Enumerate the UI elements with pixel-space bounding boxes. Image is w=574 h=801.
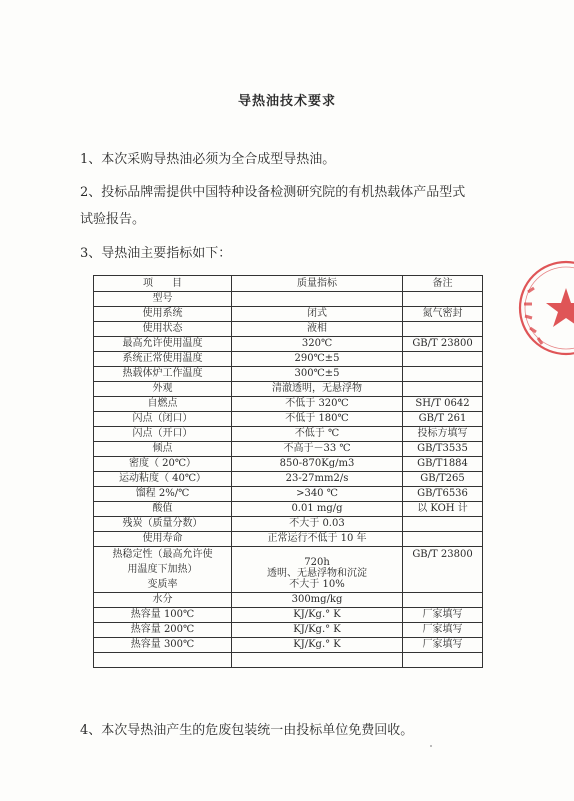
- cell-item: 最高允许使用温度: [94, 337, 232, 352]
- spec-table: [93, 275, 483, 668]
- cell-note: SH/T 0642: [403, 397, 483, 412]
- cell-value: 不大于 0.03: [232, 517, 403, 532]
- table-row: [94, 457, 483, 472]
- cell-note: [403, 322, 483, 337]
- cell-value: KJ/Kg.° K: [232, 638, 403, 653]
- cell-item: 型号: [94, 292, 232, 307]
- table-row: [94, 307, 483, 322]
- cell-item: 使用状态: [94, 322, 232, 337]
- cell-value: 不低于 180℃: [232, 412, 403, 427]
- table-row: [94, 653, 483, 668]
- stability-item-line-2: 用温度下加热）: [127, 564, 198, 575]
- cell-value: >340 ℃: [232, 487, 403, 502]
- stability-item-line-3: 变质率: [147, 579, 178, 590]
- cell-item: 热容量 100℃: [94, 608, 232, 623]
- stability-item: [94, 547, 232, 593]
- table-row: [94, 442, 483, 457]
- table-row: [94, 472, 483, 487]
- cell-note: [403, 352, 483, 367]
- cell-item: 密度（ 20℃）: [94, 457, 232, 472]
- scan-speck: [430, 745, 432, 747]
- cell-value: [232, 653, 403, 668]
- stability-value-line-4: 不大于 10%: [289, 579, 345, 590]
- table-row: [94, 292, 483, 307]
- requirement-4: 4、本次导热油产生的危废包装统一由投标单位免费回收。: [80, 723, 414, 738]
- cell-value: [232, 292, 403, 307]
- cell-note: 厂家填写: [403, 608, 483, 623]
- cell-note: GB/T1884: [403, 457, 483, 472]
- cell-note: GB/T265: [403, 472, 483, 487]
- cell-item: [94, 653, 232, 668]
- cell-note: [403, 593, 483, 608]
- stability-row-group: [94, 547, 483, 593]
- table-row: [94, 412, 483, 427]
- cell-value: 23-27mm2/s: [232, 472, 403, 487]
- requirement-2-line-1: 2、投标品牌需提供中国特种设备检测研究院的有机热载体产品型式: [80, 185, 466, 200]
- cell-value: 不低于 ℃: [232, 427, 403, 442]
- cell-note: [403, 532, 483, 547]
- header-note: 备注: [403, 276, 483, 292]
- cell-note: GB/T6536: [403, 487, 483, 502]
- cell-value: 不高于－33 ℃: [232, 442, 403, 457]
- cell-note: GB/T 23800: [403, 337, 483, 352]
- cell-item: 水分: [94, 593, 232, 608]
- table-row: [94, 367, 483, 382]
- cell-item: 热容量 300℃: [94, 638, 232, 653]
- table-row: [94, 502, 483, 517]
- document-title: 导热油技术要求: [237, 94, 336, 109]
- spec-table-header: [94, 276, 483, 292]
- cell-item: 自燃点: [94, 397, 232, 412]
- table-row-stability: [94, 547, 483, 593]
- stability-value-line-2: 720h: [304, 557, 330, 568]
- cell-note: GB/T 261: [403, 412, 483, 427]
- cell-item: 使用系统: [94, 307, 232, 322]
- cell-value: 闭式: [232, 307, 403, 322]
- cell-note: GB/T3535: [403, 442, 483, 457]
- table-row: [94, 593, 483, 608]
- cell-item: 使用寿命: [94, 532, 232, 547]
- stability-item-line-1: 热稳定性（最高允许使: [112, 549, 213, 560]
- spec-rows-after: [94, 593, 483, 668]
- stability-value: [232, 547, 403, 593]
- stability-note: GB/T 23800: [403, 547, 483, 593]
- cell-value: 290℃±5: [232, 352, 403, 367]
- requirement-2-line-2: 试验报告。: [80, 212, 146, 227]
- table-row: [94, 623, 483, 638]
- cell-value: 320℃: [232, 337, 403, 352]
- table-row: [94, 337, 483, 352]
- cell-item: 倾点: [94, 442, 232, 457]
- cell-item: 热载体炉工作温度: [94, 367, 232, 382]
- cell-note: 厂家填写: [403, 638, 483, 653]
- table-row: [94, 487, 483, 502]
- cell-note: 投标方填写: [403, 427, 483, 442]
- requirement-3: 3、导热油主要指标如下：: [80, 246, 232, 261]
- table-row: [94, 382, 483, 397]
- cell-note: [403, 517, 483, 532]
- cell-item: 运动粘度（ 40℃）: [94, 472, 232, 487]
- cell-item: 闪点（闭口）: [94, 412, 232, 427]
- cell-value: 清澈透明，无悬浮物: [232, 382, 403, 397]
- cell-value: KJ/Kg.° K: [232, 623, 403, 638]
- cell-item: 残炭（质量分数）: [94, 517, 232, 532]
- cell-value: 850-870Kg/m3: [232, 457, 403, 472]
- table-row: [94, 352, 483, 367]
- cell-item: 酸值: [94, 502, 232, 517]
- table-row: [94, 608, 483, 623]
- cell-note: [403, 382, 483, 397]
- cell-note: 氮气密封: [403, 307, 483, 322]
- cell-item: 馏程 2%/℃: [94, 487, 232, 502]
- stability-value-line-3: 透明、无悬浮物和沉淀: [267, 568, 367, 579]
- cell-item: 闪点（开口）: [94, 427, 232, 442]
- cell-note: [403, 292, 483, 307]
- cell-value: 0.01 mg/g: [232, 502, 403, 517]
- table-row: [94, 427, 483, 442]
- cell-value: 300mg/kg: [232, 593, 403, 608]
- table-row: [94, 397, 483, 412]
- cell-item: 热容量 200℃: [94, 623, 232, 638]
- cell-value: 300℃±5: [232, 367, 403, 382]
- table-row: [94, 638, 483, 653]
- cell-value: KJ/Kg.° K: [232, 608, 403, 623]
- cell-note: [403, 653, 483, 668]
- cell-item: 系统正常使用温度: [94, 352, 232, 367]
- cell-note: [403, 367, 483, 382]
- cell-value: 正常运行不低于 10 年: [232, 532, 403, 547]
- cell-note: 以 KOH 计: [403, 502, 483, 517]
- header-quality: 质量指标: [232, 276, 403, 292]
- spec-rows: [94, 292, 483, 547]
- table-row: [94, 322, 483, 337]
- requirement-1: 1、本次采购导热油必须为全合成型导热油。: [80, 152, 336, 167]
- table-row: [94, 532, 483, 547]
- cell-value: 液相: [232, 322, 403, 337]
- red-seal-stamp: [514, 258, 574, 358]
- cell-item: 外观: [94, 382, 232, 397]
- cell-note: 厂家填写: [403, 623, 483, 638]
- header-item: 项 目: [94, 276, 232, 292]
- table-row: [94, 517, 483, 532]
- cell-value: 不低于 320℃: [232, 397, 403, 412]
